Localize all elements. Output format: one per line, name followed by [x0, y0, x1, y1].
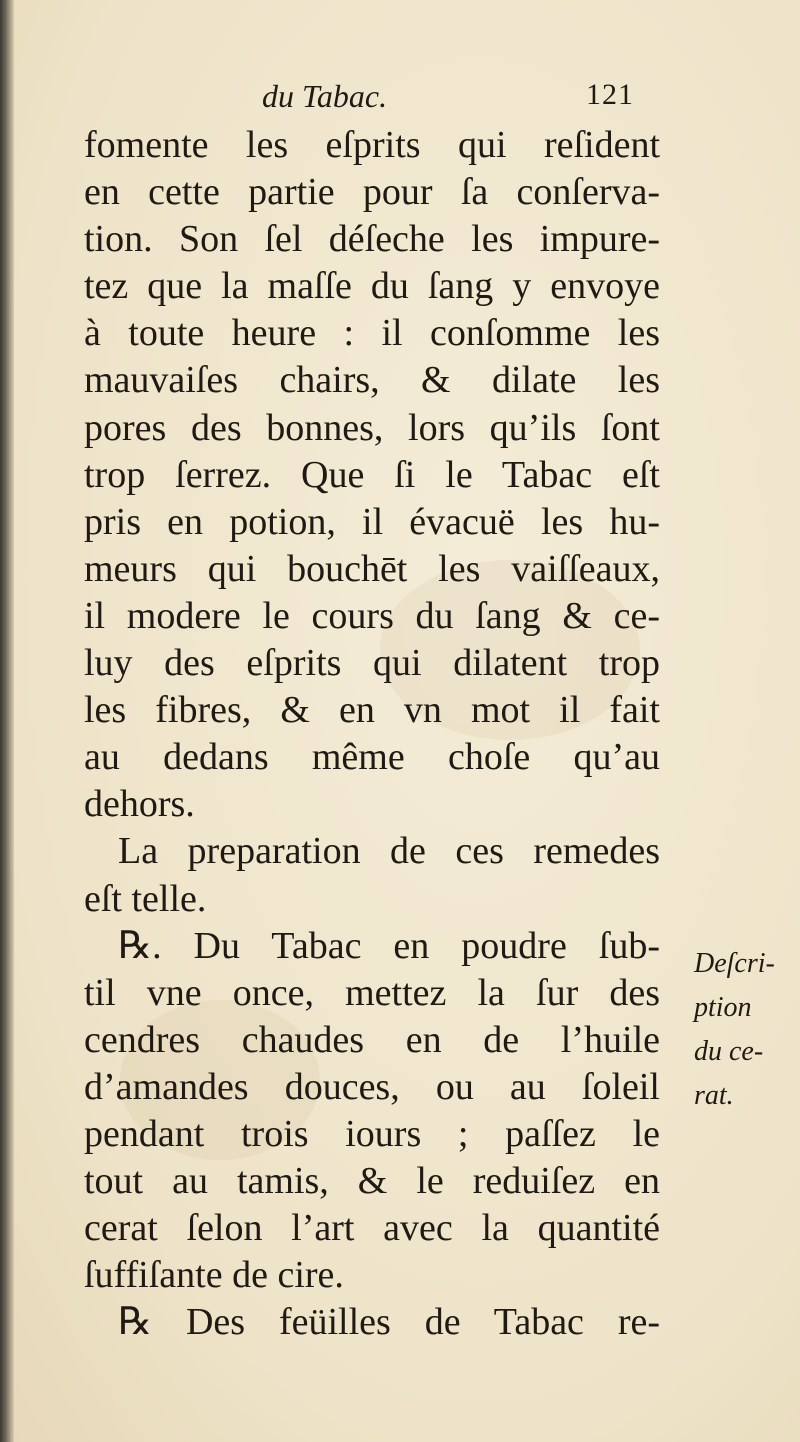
running-title: du Tabac. [262, 78, 388, 114]
text-line: cendres chaudes en de l’huile [84, 1018, 660, 1061]
text-line: cerat ſelon l’art avec la quantité [84, 1207, 660, 1250]
text-line: luy des eſprits qui dilatent trop [84, 642, 660, 685]
text-line: tez que la maſſe du ſang y envoye [84, 265, 660, 308]
text-line: tion. Son ſel déſeche les impure- [84, 218, 660, 261]
page-number: 121 [586, 78, 634, 111]
text-line: fomente les eſprits qui reſident [84, 124, 660, 166]
text-line: ſuffiſante de cire. [84, 1254, 344, 1297]
text-line: il modere le cours du ſang & ce- [84, 594, 660, 637]
binding-gutter [0, 0, 14, 1442]
text-line: d’amandes douces, ou au ſoleil [84, 1065, 660, 1108]
marginal-note [694, 942, 794, 1118]
marginal-note-line: ption [694, 992, 752, 1023]
marginal-note-line: rat. [694, 1080, 734, 1111]
text-line: pris en potion, il évacuë les hu- [84, 500, 660, 543]
body-text [84, 122, 660, 1346]
text-line: mauvaiſes chairs, & dilate les [84, 359, 660, 402]
text-line: pendant trois iours ; paſſez le [84, 1112, 660, 1155]
text-line: pores des bonnes, lors qu’ils ſont [84, 406, 660, 449]
text-line: au dedans même choſe qu’au [84, 736, 660, 779]
text-line: en cette partie pour ſa conſerva- [84, 171, 660, 214]
text-line: La preparation de ces remedes [118, 830, 660, 873]
text-line: trop ſerrez. Que ſi le Tabac eſt [84, 453, 660, 496]
text-line: les fibres, & en vn mot il fait [84, 689, 660, 732]
text-line: dehors. [84, 783, 195, 826]
text-line: ℞. Du Tabac en poudre ſub- [118, 924, 660, 967]
page-header [262, 78, 662, 118]
text-line: tout au tamis, & le reduiſez en [84, 1160, 660, 1203]
text-line: eſt telle. [84, 877, 207, 920]
marginal-note-line: Deſcri- [694, 948, 775, 979]
marginal-note-line: du ce- [694, 1036, 764, 1067]
text-line: til vne once, mettez la ſur des [84, 971, 660, 1014]
text-line: à toute heure : il conſomme les [84, 312, 660, 355]
text-line: ℞ Des feüilles de Tabac re- [118, 1301, 660, 1344]
text-line: meurs qui bouchēt les vaiſſeaux, [84, 547, 660, 590]
